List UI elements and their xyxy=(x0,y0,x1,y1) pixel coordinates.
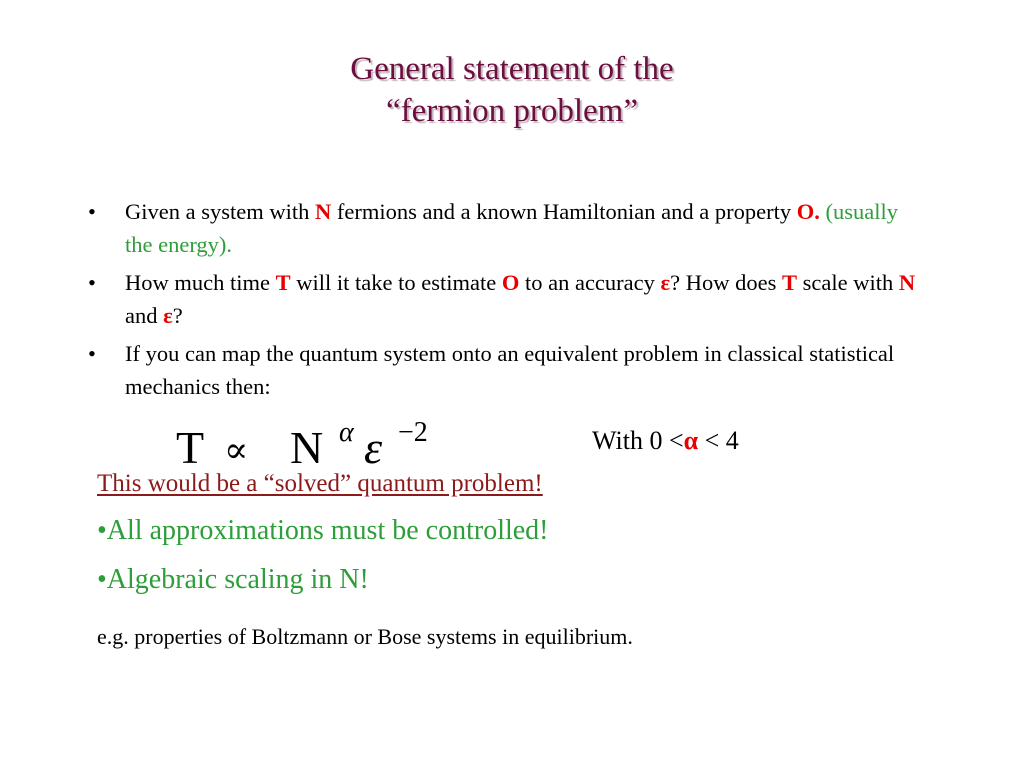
equation-n: N xyxy=(290,422,324,469)
alpha-symbol: α xyxy=(683,426,699,455)
variable-epsilon: ε xyxy=(163,303,173,328)
controlled-approximations-line: •All approximations must be controlled! xyxy=(97,515,549,546)
bullet-2-text-g: ? xyxy=(172,303,183,328)
alpha-range-suffix: < 4 xyxy=(698,426,739,455)
bullet-2-text-d: ? How does xyxy=(670,270,782,295)
bullet-3-text: If you can map the quantum system onto an equivalent problem in classical statistical mechanics then: xyxy=(125,341,895,399)
title-line-2: “fermion problem” xyxy=(386,93,638,129)
exponent-alpha: α xyxy=(339,417,354,448)
bullet-marker: • xyxy=(88,270,96,295)
slide-title xyxy=(0,48,1024,132)
equation-epsilon: ε xyxy=(364,422,383,469)
bullet-1-text-a: Given a system with xyxy=(125,199,315,224)
bullet-2-text-f: and xyxy=(125,303,164,328)
bullet-2 xyxy=(88,266,918,332)
solved-problem-heading: This would be a “solved” quantum problem! xyxy=(97,470,543,497)
title-line-1: General statement of the xyxy=(350,51,674,87)
variable-t: T xyxy=(275,270,291,295)
variable-n: N xyxy=(314,199,332,224)
bullet-1 xyxy=(88,195,918,261)
bullet-list xyxy=(88,195,918,408)
bullet-2-text-e: scale with xyxy=(797,270,899,295)
bullet-1-text-b: fermions and a known Hamiltonian and a property xyxy=(331,199,797,224)
variable-n: N xyxy=(898,270,916,295)
alpha-range-prefix: With 0 < xyxy=(592,426,684,455)
algebraic-scaling-line: •Algebraic scaling in N! xyxy=(97,564,369,595)
variable-o: O xyxy=(501,270,520,295)
bullet-3 xyxy=(88,337,918,403)
proportional-symbol: ∝ xyxy=(224,430,249,469)
scaling-equation xyxy=(176,417,496,469)
bullet-marker: • xyxy=(88,199,96,224)
equation-t: T xyxy=(176,422,205,469)
example-note: e.g. properties of Boltzmann or Bose systems in equilibrium. xyxy=(97,624,633,649)
exponent-minus-two: −2 xyxy=(398,417,428,448)
variable-o: O. xyxy=(796,199,820,224)
bullet-2-text-a: How much time xyxy=(125,270,276,295)
energy-note: (usually the energy). xyxy=(125,199,899,257)
bullet-2-text-c: to an accuracy xyxy=(519,270,661,295)
alpha-range-note xyxy=(592,426,739,456)
variable-epsilon: ε xyxy=(660,270,671,295)
bullet-marker: • xyxy=(88,341,96,366)
variable-t: T xyxy=(782,270,798,295)
bullet-2-text-b: will it take to estimate xyxy=(290,270,502,295)
